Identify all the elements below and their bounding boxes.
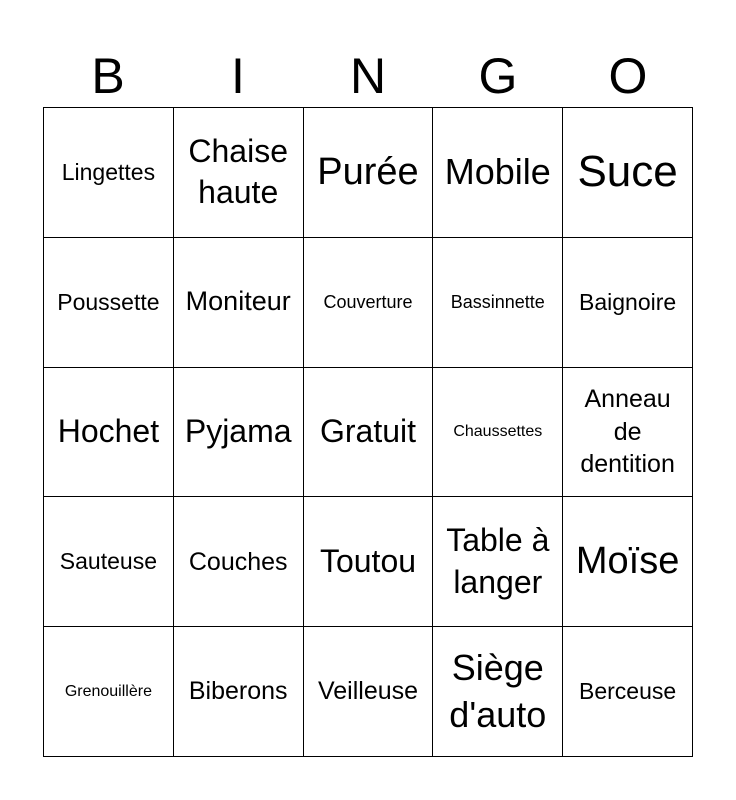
cell-label: Anneau de dentition xyxy=(580,385,675,479)
header-letter-g: G xyxy=(478,48,518,104)
bingo-cell[interactable] xyxy=(44,108,174,238)
bingo-cell[interactable] xyxy=(433,108,563,238)
bingo-cell[interactable] xyxy=(563,627,693,757)
bingo-cell[interactable] xyxy=(433,368,563,498)
bingo-cell[interactable] xyxy=(44,627,174,757)
bingo-cell[interactable] xyxy=(304,627,434,757)
cell-label: Veilleuse xyxy=(317,677,419,706)
cell-label: Suce xyxy=(577,147,678,196)
bingo-cell[interactable] xyxy=(174,108,304,238)
cell-label: Lingettes xyxy=(61,159,156,186)
cell-label: Poussette xyxy=(57,288,160,315)
cell-label: Baignoire xyxy=(579,288,677,315)
cell-label: Siège d'auto xyxy=(449,646,547,735)
header-letter-i: I xyxy=(231,48,245,104)
cell-label: Moïse xyxy=(575,540,680,583)
cell-label: Mobile xyxy=(444,151,551,192)
bingo-cell[interactable] xyxy=(174,497,304,627)
bingo-cell[interactable] xyxy=(563,108,693,238)
bingo-cell[interactable] xyxy=(44,497,174,627)
cell-label: Berceuse xyxy=(579,678,677,705)
bingo-cell[interactable] xyxy=(433,497,563,627)
bingo-cell[interactable] xyxy=(563,497,693,627)
cell-label: Sauteuse xyxy=(59,548,157,575)
bingo-cell[interactable] xyxy=(563,238,693,368)
bingo-cell[interactable] xyxy=(433,238,563,368)
bingo-header xyxy=(43,44,693,108)
cell-label: Pyjama xyxy=(184,413,292,450)
cell-label: Table à langer xyxy=(446,522,550,600)
cell-label: Purée xyxy=(317,150,419,193)
cell-label: Toutou xyxy=(319,542,417,579)
bingo-cell[interactable] xyxy=(304,497,434,627)
cell-label: Bassinnette xyxy=(450,291,545,312)
bingo-cell[interactable] xyxy=(174,627,304,757)
cell-label: Couverture xyxy=(323,291,413,312)
bingo-cell[interactable] xyxy=(174,368,304,498)
bingo-cell[interactable] xyxy=(44,238,174,368)
cell-label: Couches xyxy=(188,547,288,576)
cell-label: Moniteur xyxy=(185,286,291,317)
bingo-cell[interactable] xyxy=(304,238,434,368)
bingo-cell[interactable] xyxy=(174,238,304,368)
cell-label: Chaise haute xyxy=(188,132,288,211)
cell-label: Chaussettes xyxy=(453,422,543,440)
cell-label: Hochet xyxy=(57,413,160,450)
header-letter-b: B xyxy=(91,48,125,104)
bingo-cell[interactable] xyxy=(304,108,434,238)
cell-label: Biberons xyxy=(188,677,288,706)
cell-label: Gratuit xyxy=(319,413,416,450)
bingo-cell[interactable] xyxy=(563,368,693,498)
bingo-cell[interactable] xyxy=(44,368,174,498)
bingo-cell[interactable] xyxy=(304,368,434,498)
header-letter-n: N xyxy=(349,48,387,104)
header-letter-o: O xyxy=(608,48,648,104)
bingo-cell[interactable] xyxy=(433,627,563,757)
cell-label: Grenouillère xyxy=(64,682,152,700)
bingo-board xyxy=(43,107,693,757)
